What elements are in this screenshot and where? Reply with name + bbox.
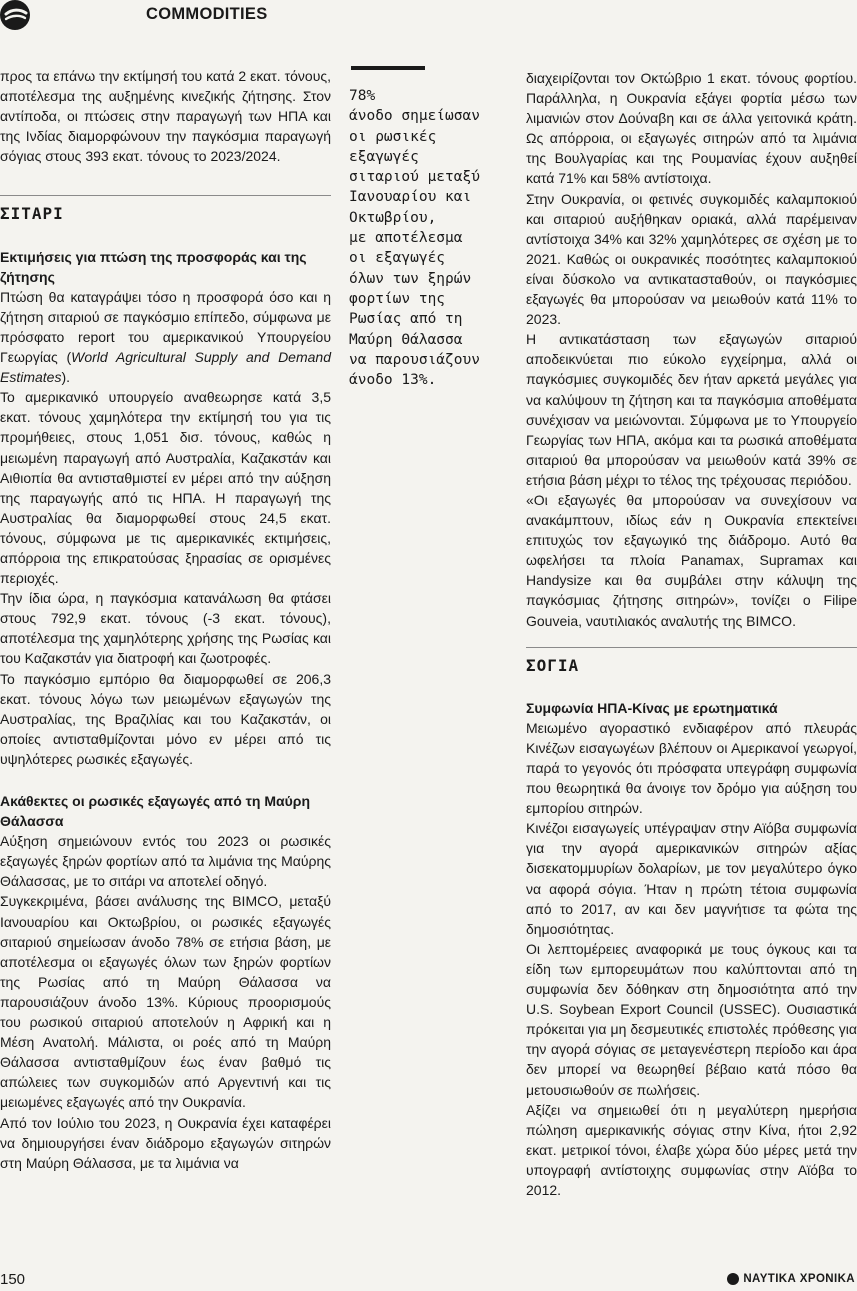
paragraph: Στην Ουκρανία, οι φετινές συγκομιδές καλαμποκιού και σιταριού αυξήθηκαν οριακά, αλλά παρέμειναν αντίστοιχα 34% και 32% χαμηλότερες σε σχέση με το 2021. Καθώς οι ουκρανικές ποσότητες καλαμποκιού είναι δύσκολο να αντικατασταθούν, οι παγκόσμιες εξαγωγές θα μπορούσαν να μειωθούν κατά 11% το 2023. — [526, 190, 857, 328]
brand-logo-icon — [727, 1273, 739, 1285]
paragraph: Αύξηση σημειώνουν εντός του 2023 οι ρωσικές εξαγωγές ξηρών φορτίων από τα λιμάνια της Μαύρης Θάλασσας, με το σιτάρι να αποτελεί οδηγό. — [0, 833, 331, 890]
paragraph: Η αντικατάσταση των εξαγωγών σιταριού αποδεικνύεται πιο εύκολο εγχείρημα, αλλά οι παγκόσμιες συγκομιδές δεν ήταν αρκετά μεγάλες για να καλύψουν τη ζήτηση και τα παγκόσμια αποθέματα συνέχισαν να μειώνονται. Σύμφωνα με το Υπουργείο Γεωργίας των ΗΠΑ, ακόμα και τα ρωσικά αποθέματα σιταριού θα μπορούσαν να μειωθούν κατά 39% σε ετήσια βάση μέχρι το τέλος της τρέχουσας περιόδου. — [526, 331, 857, 488]
paragraph: διαχειρίζονται τον Οκτώβριο 1 εκατ. τόνους φορτίου. Παράλληλα, η Ουκρανία εξάγει φορτία μέσω των λιμανιών στον Δούναβη και σε άλλα γειτονικά κράτη. Ως απόρροια, οι εξαγωγές σιτηρών από τα λιμάνια της Βουλγαρίας και της Ρουμανίας έχουν αυξηθεί κατά 71% και 58% αντίστοιχα. — [526, 70, 857, 187]
divider — [0, 195, 331, 196]
paragraph: Το αμερικανικό υπουργείο αναθεωρησε κατά 3,5 εκατ. τόνους χαμηλότερα την εκτίμησή του για τις προμήθειες, στους 1,051 δισ. τόνους, καθώς η μειωμένη παραγωγή από Αυστραλία, Καζακστάν και Αιθιοπία θα αντισταθμιστεί εν μέρει από την αύξηση της παραγωγής από τις ΗΠΑ. Η παραγωγή της Αυστραλίας θα διαμορφωθεί στους 24,5 εκατ. τόνους, σύμφωνα με τις αμερικανικές εκτιμήσεις, απόρροια της επικρατούσας ξηρασίας σε ορισμένες περιοχές. — [0, 389, 331, 587]
heading-wheat: ΣΙΤΑΡΙ — [0, 204, 64, 224]
subheading-us-china: Συμφωνία ΗΠΑ-Κίνας με ερωτηματικά — [526, 699, 778, 716]
pullquote: 78% άνοδο σημείωσαν οι ρωσικές εξαγωγές σιταριού μεταξύ Ιανουαρίου και Οκτωβρίου, με αποτέλεσμα οι εξαγωγές όλων των ξηρών φορτίων της Ρωσίας από τη Μαύρη Θάλασσα να παρουσιάζουν άνοδο 13%. — [349, 88, 480, 389]
paragraph: Την ίδια ώρα, η παγκόσμια κατανάλωση θα φτάσει στους 792,9 εκατ. τόνους (-3 εκατ. τόνους), αποτέλεσμα της χαμηλότερης χρήσης της Ρωσίας και του Καζακστάν για διατροφή και ζωοτροφές. — [0, 590, 331, 667]
rope-knot-icon — [0, 0, 30, 30]
subheading-supply: Εκτιμήσεις για πτώση της προσφοράς και της ζήτησης — [0, 248, 307, 285]
column-right — [526, 68, 857, 1200]
page-header — [0, 0, 857, 32]
section-title: COMMODITIES — [146, 5, 268, 23]
paragraph: Πτώση θα καταγράψει τόσο η προσφορά όσο και η ζήτηση σιταριού σε παγκόσμιο επίπεδο, σύμφωνα με πρόσφατο report του αμερικανικού Υπουργείου Γεωργίας (World Agricultural Supply and Demand Estimates). — [0, 288, 331, 386]
paragraph: Οι λεπτομέρειες αναφορικά με τους όγκους και τα είδη των εμπορευμάτων που καλύπτονται από τη συμφωνία δεν δόθηκαν στη δημοσιότητα από την U.S. Soybean Export Council (USSEC). Ουσιαστικά πρόκειται για μη δεσμευτικές επιστολές πρόθεσης για την αγορά σόγιας σε μεταγενέστερη περίοδο και άρα δεν μπορεί να θεωρηθεί βέβαιο κατά πόσο θα μετουσιωθούν σε πωλήσεις. — [526, 940, 857, 1098]
pullquote-bar — [351, 66, 425, 70]
paragraph: «Οι εξαγωγές θα μπορούσαν να συνεχίσουν να ανακάμπτουν, ιδίως εάν η Ουκρανία επεκτείνει επιτυχώς τον εξαγωγικό της διάδρομο. Αυτό θα ωφελήσει τα πλοία Panamax, Supramax και Handysize και θα συμβάλει στην κάλυψη της παγκόσμιας ζήτησης σιτηρών», τονίζει ο Filipe Gouveia, ναυτιλιακός αναλυτής της BIMCO. — [526, 491, 857, 629]
divider — [526, 647, 857, 648]
paragraph: Το παγκόσμιο εμπόριο θα διαμορφωθεί σε 206,3 εκατ. τόνους λόγω των μειωμένων εξαγωγών της Αυστραλίας, της Βραζιλίας και του Καζακστάν, οι οποίες αντισταθμίζονται μόνο εν μέρει από τις υψηλότερες ρωσικές εξαγωγές. — [0, 670, 331, 767]
column-left — [0, 66, 331, 1173]
subheading-russian-exports: Ακάθεκτες οι ρωσικές εξαγωγές από τη Μαύρη Θάλασσα — [0, 793, 311, 830]
paragraph: Αξίζει να σημειωθεί ότι η μεγαλύτερη ημερήσια πώληση αμερικανικής σόγιας στην Κίνα, ήτοι 2,92 εκατ. μετρικοί τόνοι, έλαβε χώρα δύο μέρες μετά την υπογραφή αντίστοιχης συμφωνίας στην Αϊόβα το 2012. — [526, 1101, 857, 1198]
intro-paragraph: προς τα επάνω την εκτίμησή του κατά 2 εκατ. τόνους, αποτέλεσμα της αυξημένης κινεζικής ζήτησης. Στον αντίποδα, οι πτώσεις στην παραγωγή των ΗΠΑ και της Ινδίας διαμορφώνουν την παγκόσμια παραγωγή σόγιας στους 393 εκατ. τόνους το 2023/2024. — [0, 68, 331, 165]
paragraph: Από τον Ιούλιο του 2023, η Ουκρανία έχει καταφέρει να δημιουργήσει έναν διάδρομο εξαγωγών σιτηρών στη Μαύρη Θάλασσα, με τα λιμάνια να — [0, 1114, 331, 1171]
page-number: 150 — [0, 1271, 26, 1288]
paragraph: Κινέζοι εισαγωγείς υπέγραψαν στην Αϊόβα συμφωνία για την αγορά αμερικανικών σιτηρών αξίας δισεκατομμυρίων δολαρίων, με τον μεγαλύτερο όγκο να αφορά σόγια. Ήταν η πρώτη τέτοια συμφωνία από το 2017, αν και δεν μαγνήτισε τα φώτα της δημοσιότητας. — [526, 820, 857, 937]
heading-soy: ΣΟΓΙΑ — [526, 655, 580, 675]
paragraph: Συγκεκριμένα, βάσει ανάλυσης της BIMCO, μεταξύ Ιανουαρίου και Οκτωβρίου, οι ρωσικές εξαγωγές σιταριού σημείωσαν άνοδο 78% σε ετήσια βάση, με αποτέλεσμα οι εξαγωγές όλων των ξηρών φορτίων της Ρωσίας από τη Μαύρη Θάλασσα να παρουσιάζουν άνοδο 13%. Κύριους προορισμούς του ρωσικού σιταριού αποτελούν η Αφρική και η Μέση Ανατολή. Μάλιστα, οι ροές από τη Μαύρη Θάλασσα αντισταθμίζουν έως έναν βαθμό τις απώλειες των συγκομιδών από Αργεντινή και τις μειωμένες εξαγωγές από την Ουκρανία. — [0, 893, 331, 1111]
paragraph: Μειωμένο αγοραστικό ενδιαφέρον από πλευράς Κινέζων εισαγωγέων βλέπουν οι Αμερικανοί γεωργοί, παρά το γεγονός ότι πρόσφατα υπεγράφη συμφωνία που θεωρητικά θα άνοιγε τον δρόμο για αύξηση του εμπορίου σιτηρών. — [526, 719, 857, 817]
brand-name: ΝΑΥΤΙΚΑ ΧΡΟΝΙΚΑ — [743, 1273, 855, 1285]
brand-footer — [727, 1273, 855, 1285]
